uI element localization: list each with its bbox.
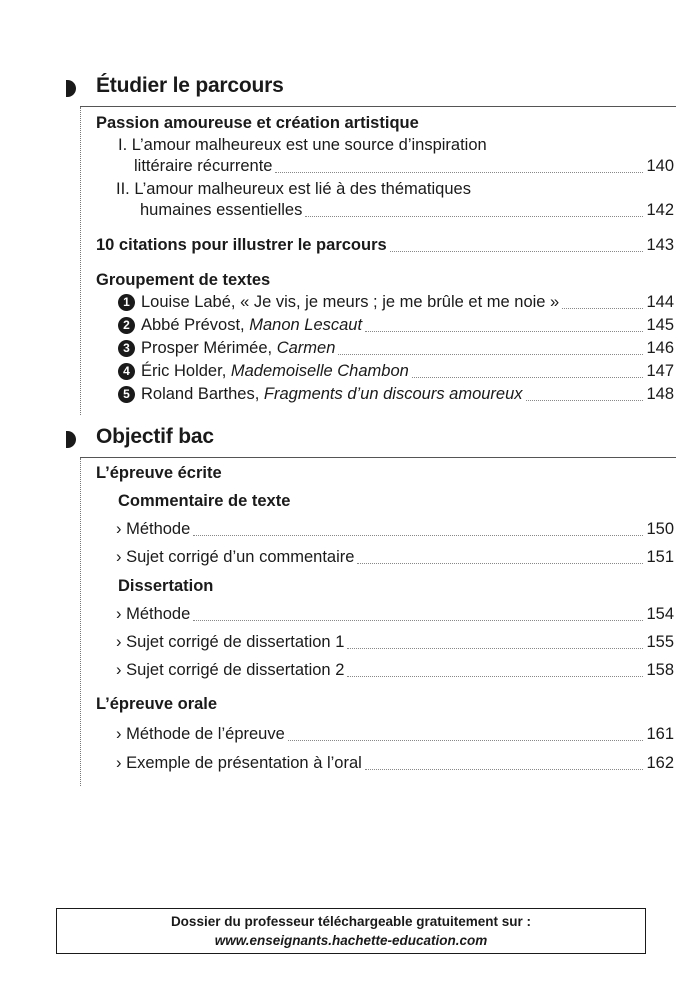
toc-entry[interactable] bbox=[118, 293, 674, 315]
toc-page-number: 147 bbox=[646, 362, 674, 380]
leader-dots bbox=[305, 215, 643, 217]
leader-dots bbox=[562, 307, 643, 309]
toc-heading-ecrite: L’épreuve écrite bbox=[96, 464, 222, 482]
toc-heading-passion: Passion amoureuse et création artistique bbox=[96, 114, 419, 132]
toc-entry-title: Fragments d’un discours amoureux bbox=[263, 385, 523, 403]
leader-dots bbox=[365, 768, 644, 770]
footer-notice-text: Dossier du professeur téléchargeable gratuitement sur : bbox=[170, 914, 532, 929]
leader-dots bbox=[357, 562, 643, 564]
toc-page-number: 161 bbox=[646, 725, 674, 743]
section-rule bbox=[80, 457, 676, 458]
toc-subheading-dissertation: Dissertation bbox=[118, 577, 214, 595]
toc-page-number: 162 bbox=[646, 754, 674, 772]
toc-entry-title: Carmen bbox=[276, 339, 336, 357]
leader-dots bbox=[412, 376, 644, 378]
toc-page-number: 142 bbox=[646, 201, 674, 219]
toc-entry[interactable] bbox=[118, 385, 674, 407]
section-marker-icon bbox=[66, 80, 76, 97]
number-5-icon: 5 bbox=[118, 386, 135, 403]
toc-entry[interactable] bbox=[118, 316, 674, 338]
leader-dots bbox=[347, 675, 643, 677]
leader-dots bbox=[338, 353, 643, 355]
section-side-line bbox=[80, 458, 81, 786]
toc-page-number: 151 bbox=[646, 548, 674, 566]
toc-page-number: 155 bbox=[646, 633, 674, 651]
toc-entry-citations[interactable] bbox=[96, 236, 674, 258]
number-3-icon: 3 bbox=[118, 340, 135, 357]
toc-entry-label: humaines essentielles bbox=[140, 201, 303, 219]
toc-entry[interactable] bbox=[116, 725, 674, 747]
toc-entry[interactable] bbox=[116, 754, 674, 776]
leader-dots bbox=[193, 534, 643, 536]
toc-entry-label: littéraire récurrente bbox=[134, 157, 273, 175]
toc-page-number: 146 bbox=[646, 339, 674, 357]
toc-entry-label: › Méthode bbox=[116, 605, 191, 623]
section-header-objectif bbox=[62, 425, 678, 455]
toc-entry-label: › Sujet corrigé d’un commentaire bbox=[116, 548, 355, 566]
toc-page-number: 150 bbox=[646, 520, 674, 538]
toc-entry-label: Abbé Prévost, bbox=[141, 316, 250, 334]
number-4-icon: 4 bbox=[118, 363, 135, 380]
toc-page-number: 158 bbox=[646, 661, 674, 679]
toc-entry-label: Louise Labé, « Je vis, je meurs ; je me brûle et me noie » bbox=[141, 293, 560, 311]
leader-dots bbox=[390, 250, 644, 252]
toc-entry-label: › Sujet corrigé de dissertation 2 bbox=[116, 661, 345, 679]
toc-entry[interactable] bbox=[118, 362, 674, 384]
toc-entry-label: 10 citations pour illustrer le parcours bbox=[96, 236, 387, 254]
toc-page-number: 144 bbox=[646, 293, 674, 311]
toc-entry[interactable] bbox=[116, 605, 674, 627]
toc-entry-label: Roland Barthes, bbox=[141, 385, 264, 403]
toc-page-number: 145 bbox=[646, 316, 674, 334]
toc-entry[interactable] bbox=[116, 548, 674, 570]
section-title: Objectif bac bbox=[96, 425, 214, 448]
toc-entry-label: › Méthode bbox=[116, 520, 191, 538]
toc-heading-groupement: Groupement de textes bbox=[96, 271, 271, 289]
toc-page-number: 154 bbox=[646, 605, 674, 623]
section-marker-icon bbox=[66, 431, 76, 448]
toc-entry-line: I. L’amour malheureux est une source d’inspiration bbox=[118, 136, 487, 154]
toc-page-number: 148 bbox=[646, 385, 674, 403]
number-2-icon: 2 bbox=[118, 317, 135, 334]
toc-entry-label: › Sujet corrigé de dissertation 1 bbox=[116, 633, 345, 651]
toc-heading-orale: L’épreuve orale bbox=[96, 695, 218, 713]
footer-link[interactable]: www.enseignants.hachette-education.com bbox=[214, 933, 488, 948]
toc-page-number: 140 bbox=[646, 157, 674, 175]
number-1-icon: 1 bbox=[118, 294, 135, 311]
toc-subheading-commentaire: Commentaire de texte bbox=[118, 492, 291, 510]
leader-dots bbox=[365, 330, 643, 332]
toc-page-number: 143 bbox=[646, 236, 674, 254]
toc-entry[interactable] bbox=[134, 157, 674, 179]
toc-entry-label: Éric Holder, bbox=[141, 362, 231, 380]
toc-entry[interactable] bbox=[116, 633, 674, 655]
leader-dots bbox=[193, 619, 643, 621]
leader-dots bbox=[288, 739, 644, 741]
section-side-line bbox=[80, 107, 81, 415]
section-title: Étudier le parcours bbox=[96, 74, 284, 97]
leader-dots bbox=[526, 399, 644, 401]
section-header-etudier bbox=[62, 74, 678, 104]
section-rule bbox=[80, 106, 676, 107]
toc-entry-label: › Exemple de présentation à l’oral bbox=[116, 754, 362, 772]
footer-notice-box bbox=[56, 908, 646, 954]
toc-entry[interactable] bbox=[118, 339, 674, 361]
toc-entry-title: Mademoiselle Chambon bbox=[230, 362, 409, 380]
leader-dots bbox=[347, 647, 643, 649]
toc-entry[interactable] bbox=[140, 201, 674, 223]
toc-entry-line: II. L’amour malheureux est lié à des thématiques bbox=[116, 180, 471, 198]
toc-entry-label: Prosper Mérimée, bbox=[141, 339, 277, 357]
toc-entry-title: Manon Lescaut bbox=[249, 316, 363, 334]
toc-entry[interactable] bbox=[116, 520, 674, 542]
leader-dots bbox=[275, 171, 643, 173]
toc-entry[interactable] bbox=[116, 661, 674, 683]
toc-entry-label: › Méthode de l’épreuve bbox=[116, 725, 285, 743]
